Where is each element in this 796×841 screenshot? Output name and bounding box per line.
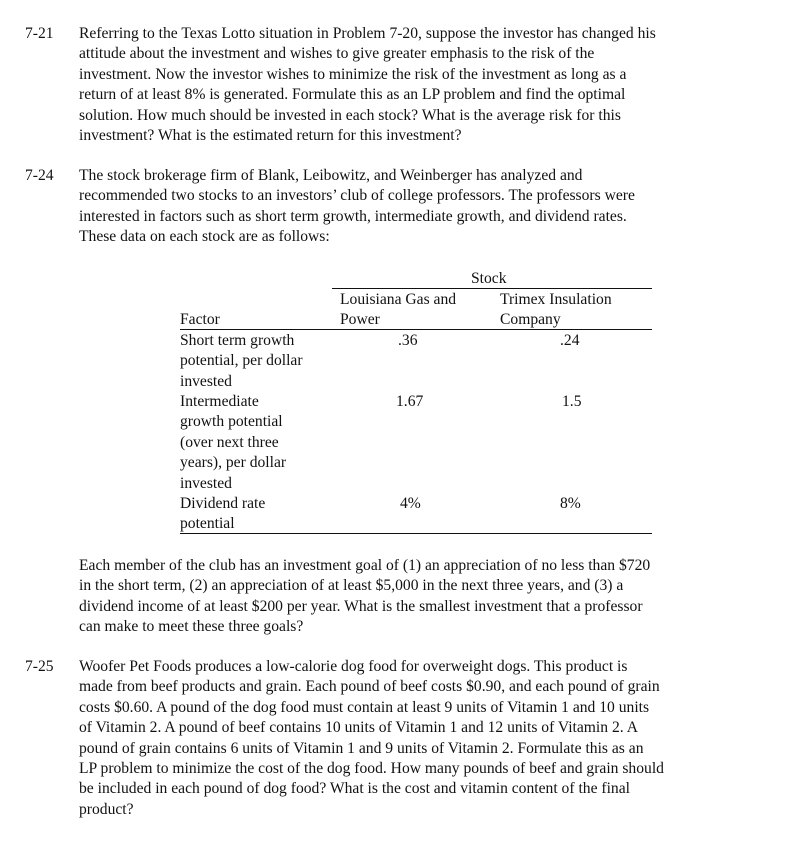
factor-line: growth potential (180, 413, 283, 431)
factor-line: (over next three (180, 433, 279, 451)
header-rule (180, 329, 652, 330)
problem-number: 7-25 (25, 658, 54, 675)
text-line: be included in each pound of dog food? What is the cost and vitamin content of the final (79, 780, 630, 798)
text-line: attitude about the investment and wishes to give greater emphasis to the risk of the (79, 45, 595, 63)
text-line: can make to meet these three goals? (79, 618, 304, 636)
problem-text (79, 166, 751, 248)
text-line: Woofer Pet Foods produces a low-calorie dog food for overweight dogs. This product is (79, 658, 628, 675)
table-group-header: Stock (471, 270, 507, 287)
cell-louisiana-value: 1.67 (396, 393, 424, 410)
text-line: product? (79, 800, 134, 818)
text-line: in the short term, (2) an appreciation of at least $5,000 in the next three years, and (3) a (79, 577, 624, 595)
cell-trimex-value: .24 (560, 332, 580, 349)
text-line: of Vitamin 2. A pound of beef contains 10 units of Vitamin 1 and 12 units of Vitamin 2. A (79, 719, 638, 737)
text-line: costs $0.60. A pound of the dog food must contain at least 9 units of Vitamin 1 and 10 units (79, 698, 650, 716)
problem-text (79, 24, 751, 146)
table-bottom-rule (180, 533, 652, 534)
cell-louisiana-value: 4% (400, 495, 421, 512)
problem-7-24-continuation (79, 556, 751, 638)
factor-line: Intermediate (180, 393, 259, 410)
text-line: made from beef products and grain. Each pound of beef costs $0.90, and each pound of grain (79, 678, 660, 696)
cell-trimex-value: 1.5 (562, 393, 582, 410)
text-line: recommended two stocks to an investors’ club of college professors. The professors were (79, 187, 635, 205)
factor-line: Short term growth (180, 332, 295, 349)
table-row-factor (180, 392, 286, 494)
text-line: investment. Now the investor wishes to minimize the risk of the investment as long as a (79, 65, 627, 83)
table-row-factor (180, 494, 265, 535)
text-line: dividend income of at least $200 per year. What is the smallest investment that a professor (79, 597, 643, 615)
column-header-trimex-line1: Trimex Insulation (500, 291, 612, 308)
factor-line: Dividend rate (180, 495, 266, 512)
problem-number: 7-21 (25, 25, 54, 42)
table-row-factor (180, 331, 303, 392)
cell-trimex-value: 8% (560, 495, 581, 512)
text-line: Referring to the Texas Lotto situation in Problem 7-20, suppose the investor has changed his (79, 25, 656, 42)
column-header-louisiana-line2: Power (340, 311, 380, 328)
factor-line: potential, per dollar (180, 352, 303, 370)
text-line: return of at least 8% is generated. Formulate this as an LP problem and find the optimal (79, 86, 626, 104)
cell-louisiana-value: .36 (398, 332, 418, 349)
text-line: investment? What is the estimated return for this investment? (79, 127, 462, 145)
text-line: solution. How much should be invested in each stock? What is the average risk for this (79, 106, 621, 124)
text-line: pound of grain contains 6 units of Vitamin 1 and 9 units of Vitamin 2. Formulate this as an (79, 739, 644, 757)
text-line: interested in factors such as short term growth, intermediate growth, and dividend rates. (79, 207, 627, 225)
group-header-rule (332, 288, 652, 289)
column-header-trimex-line2: Company (500, 311, 561, 328)
factor-line: years), per dollar (180, 454, 287, 472)
factor-line: potential (180, 515, 235, 533)
text-line: These data on each stock are as follows: (79, 228, 330, 246)
problem-text (79, 657, 751, 820)
text-line: The stock brokerage firm of Blank, Leibowitz, and Weinberger has analyzed and (79, 167, 583, 184)
column-header-louisiana-line1: Louisiana Gas and (340, 291, 457, 308)
column-header-factor: Factor (180, 311, 220, 328)
problem-number: 7-24 (25, 167, 54, 184)
stock-data-table (180, 269, 652, 535)
factor-line: invested (180, 474, 232, 492)
text-line: LP problem to minimize the cost of the dog food. How many pounds of beef and grain should (79, 760, 664, 778)
text-line: Each member of the club has an investment goal of (1) an appreciation of no less than $720 (79, 557, 651, 574)
factor-line: invested (180, 372, 232, 390)
